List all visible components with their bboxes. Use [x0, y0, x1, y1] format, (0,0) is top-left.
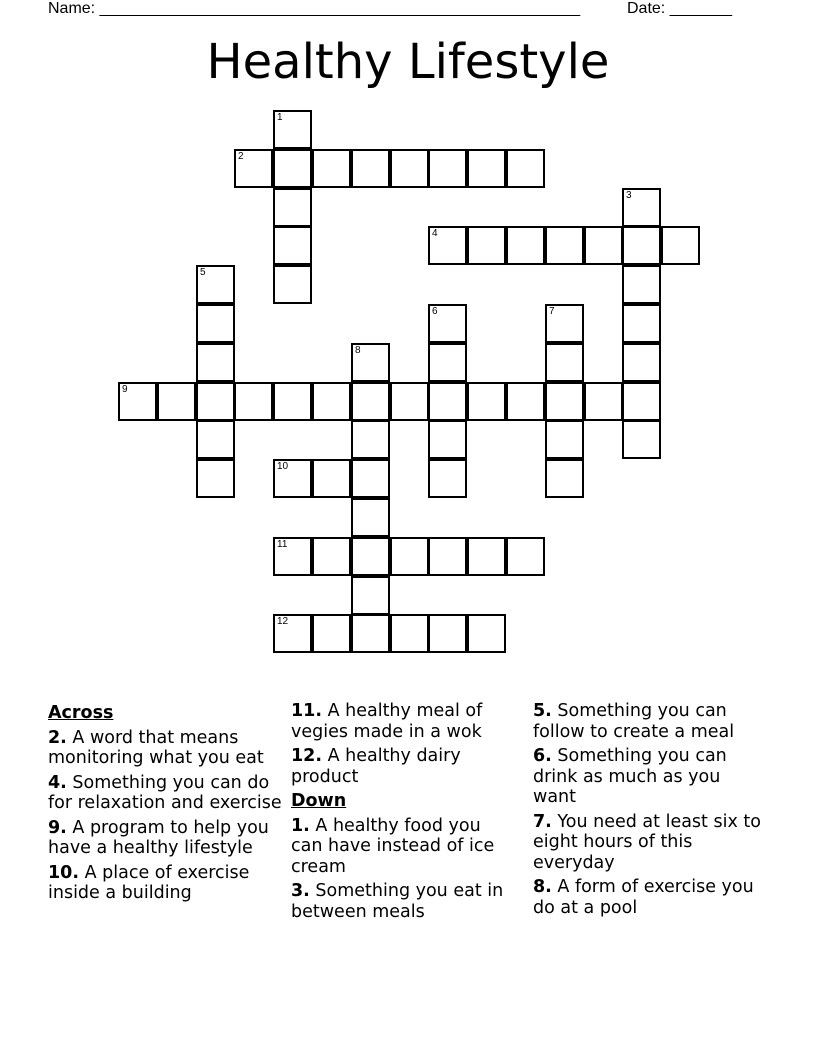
- grid-cell[interactable]: [545, 459, 584, 498]
- grid-cell[interactable]: [312, 459, 351, 498]
- grid-cell[interactable]: [196, 265, 235, 304]
- puzzle-title: Healthy Lifestyle: [206, 34, 610, 90]
- clue-number: 5: [200, 267, 206, 278]
- grid-cell[interactable]: [467, 614, 506, 653]
- grid-cell[interactable]: [312, 149, 351, 188]
- grid-cell[interactable]: [467, 226, 506, 265]
- grid-cell[interactable]: [545, 343, 584, 382]
- grid-cell[interactable]: [273, 459, 312, 498]
- grid-cell[interactable]: [622, 343, 661, 382]
- grid-cell[interactable]: [273, 110, 312, 149]
- grid-cell[interactable]: [545, 226, 584, 265]
- clue-column-1: [48, 701, 288, 908]
- grid-cell[interactable]: [428, 459, 467, 498]
- grid-cell[interactable]: [118, 382, 157, 421]
- grid-cell[interactable]: [428, 537, 467, 576]
- grid-cell[interactable]: [312, 537, 351, 576]
- grid-cell[interactable]: [506, 149, 545, 188]
- clue-number: 8: [355, 345, 361, 356]
- clue-down-8: 8. A form of exercise you do at a pool: [533, 877, 754, 918]
- clue-number: 12: [277, 616, 289, 627]
- grid-cell[interactable]: [584, 226, 623, 265]
- grid-cell[interactable]: [506, 537, 545, 576]
- grid-cell[interactable]: [196, 343, 235, 382]
- clue-number: 6: [432, 306, 438, 317]
- grid-cell[interactable]: [312, 382, 351, 421]
- grid-cell[interactable]: [273, 226, 312, 265]
- grid-cell[interactable]: [428, 420, 467, 459]
- grid-cell[interactable]: [467, 382, 506, 421]
- grid-cell[interactable]: [584, 382, 623, 421]
- grid-cell[interactable]: [157, 382, 196, 421]
- clue-across-12: 12. A healthy dairy product: [291, 746, 461, 787]
- grid-cell[interactable]: [273, 614, 312, 653]
- clue-number: 2: [238, 151, 244, 162]
- clue-down-7: 7. You need at least six to eight hours of this everyday: [533, 811, 761, 873]
- grid-cell[interactable]: [545, 420, 584, 459]
- grid-cell[interactable]: [622, 226, 661, 265]
- grid-cell[interactable]: [351, 498, 390, 537]
- down-heading: Down: [291, 791, 347, 811]
- clue-number: 3: [626, 190, 632, 201]
- grid-cell[interactable]: [196, 420, 235, 459]
- grid-cell[interactable]: [428, 226, 467, 265]
- clue-across-4: 4. Something you can do for relaxation and exercise: [48, 772, 282, 813]
- grid-cell[interactable]: [622, 304, 661, 343]
- grid-cell[interactable]: [428, 304, 467, 343]
- grid-cell[interactable]: [622, 265, 661, 304]
- grid-cell[interactable]: [428, 614, 467, 653]
- grid-cell[interactable]: [234, 149, 273, 188]
- clue-across-9: 9. A program to help you have a healthy lifestyle: [48, 817, 269, 858]
- grid-cell[interactable]: [351, 459, 390, 498]
- grid-cell[interactable]: [196, 304, 235, 343]
- clue-number: 7: [549, 306, 555, 317]
- name-field-label[interactable]: Name: ______________________________________________________: [48, 0, 581, 17]
- clue-number: 11: [277, 539, 288, 550]
- clue-number: 4: [432, 228, 438, 239]
- clue-column-2: [291, 701, 516, 926]
- clue-across-11: 11. A healthy meal of vegies made in a wok: [291, 701, 483, 742]
- clue-number: 1: [277, 112, 283, 123]
- clue-number: 10: [277, 461, 289, 472]
- clue-number: 9: [122, 384, 128, 395]
- date-field-label[interactable]: Date: _______: [627, 0, 732, 17]
- clue-across-2: 2. A word that means monitoring what you eat: [48, 727, 264, 768]
- clue-column-3: [533, 701, 768, 922]
- clue-across-10: 10. A place of exercise inside a building: [48, 862, 250, 903]
- clue-down-5: 5. Something you can follow to create a meal: [533, 701, 735, 742]
- grid-cell[interactable]: [351, 614, 390, 653]
- grid-cell[interactable]: [196, 459, 235, 498]
- grid-cell[interactable]: [428, 382, 467, 421]
- grid-cell[interactable]: [545, 382, 584, 421]
- across-heading: Across: [48, 703, 114, 723]
- grid-cell[interactable]: [428, 149, 467, 188]
- grid-cell[interactable]: [390, 537, 429, 576]
- grid-cell[interactable]: [351, 382, 390, 421]
- clue-down-1: 1. A healthy food you can have instead of ice cream: [291, 815, 495, 877]
- grid-cell[interactable]: [196, 382, 235, 421]
- grid-cell[interactable]: [622, 420, 661, 459]
- clue-down-3: 3. Something you eat in between meals: [291, 881, 504, 922]
- grid-cell[interactable]: [467, 149, 506, 188]
- grid-cell[interactable]: [312, 614, 351, 653]
- grid-cell[interactable]: [506, 382, 545, 421]
- clue-down-6: 6. Something you can drink as much as you want: [533, 746, 727, 807]
- grid-cell[interactable]: [661, 226, 700, 265]
- grid-cell[interactable]: [234, 382, 273, 421]
- grid-cell[interactable]: [390, 382, 429, 421]
- grid-cell[interactable]: [273, 537, 312, 576]
- grid-cell[interactable]: [506, 226, 545, 265]
- grid-cell[interactable]: [273, 382, 312, 421]
- grid-cell[interactable]: [390, 614, 429, 653]
- grid-cell[interactable]: [545, 304, 584, 343]
- grid-cell[interactable]: [622, 188, 661, 227]
- grid-cell[interactable]: [273, 265, 312, 304]
- grid-cell[interactable]: [351, 149, 390, 188]
- grid-cell[interactable]: [351, 420, 390, 459]
- grid-cell[interactable]: [622, 382, 661, 421]
- grid-cell[interactable]: [467, 537, 506, 576]
- grid-cell[interactable]: [351, 343, 390, 382]
- grid-cell[interactable]: [273, 149, 312, 188]
- grid-cell[interactable]: [351, 576, 390, 615]
- grid-cell[interactable]: [351, 537, 390, 576]
- grid-cell[interactable]: [273, 188, 312, 227]
- grid-cell[interactable]: [390, 149, 429, 188]
- grid-cell[interactable]: [428, 343, 467, 382]
